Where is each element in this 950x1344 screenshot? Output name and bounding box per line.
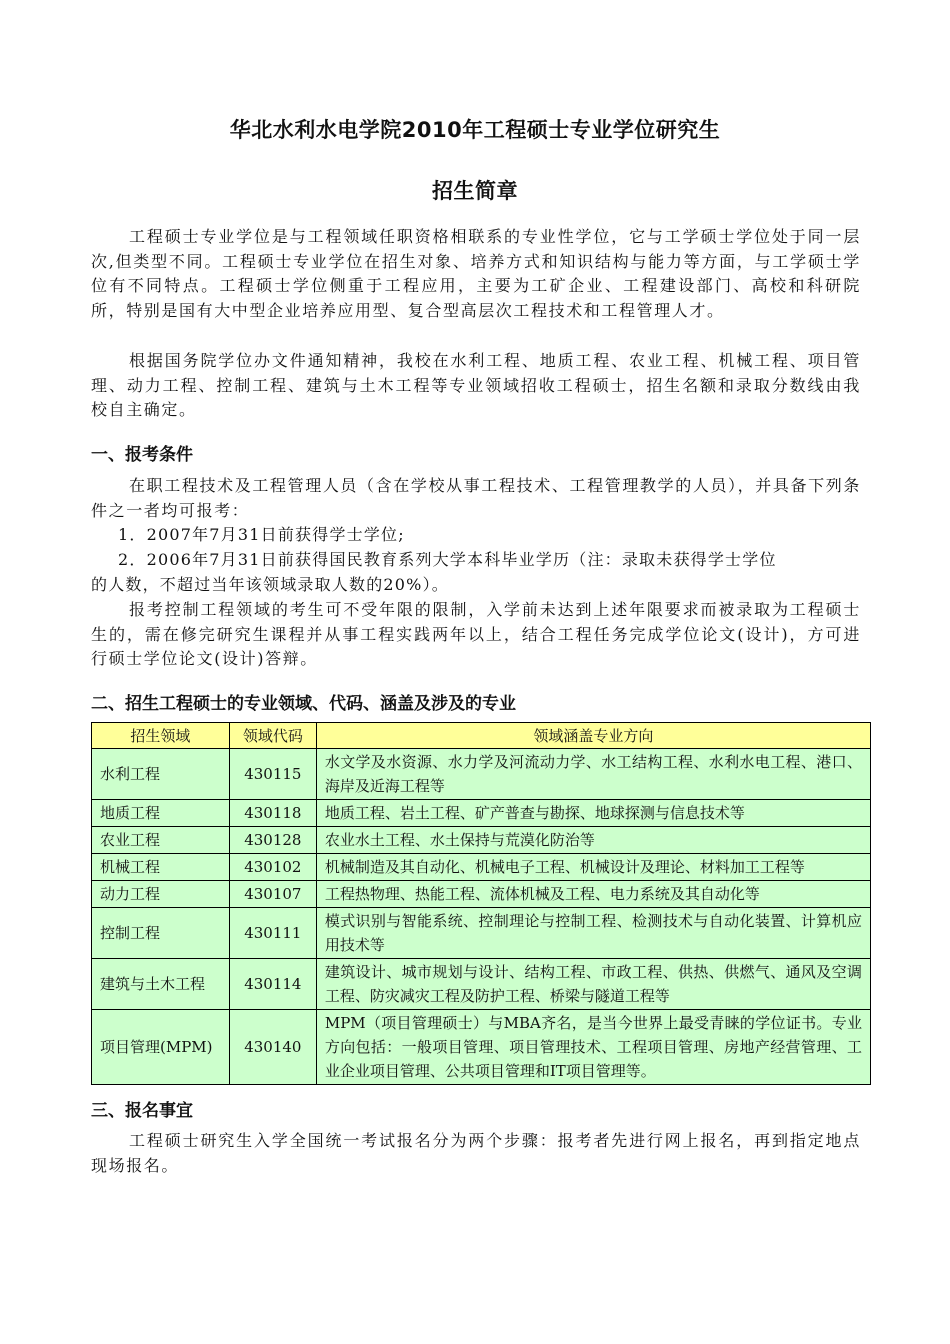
- code-cell: 430115: [229, 749, 316, 800]
- description-cell: 水文学及水资源、水力学及河流动力学、水工结构工程、水利水电工程、港口、海岸及近海工程等: [316, 749, 870, 800]
- table-row: [92, 959, 871, 1010]
- table-row: [92, 1010, 871, 1085]
- section-3-heading: 三、报名事宜: [91, 1101, 193, 1121]
- section-1-paragraph-2: 报考控制工程领域的考生可不受年限的限制，入学前未达到上述年限要求而被录取为工程硕士生的，需在修完研究生课程并从事工程实践两年以上，结合工程任务完成学位论文(设计)，方可进行硕士学位论文(设计)答辩。: [91, 600, 861, 668]
- table-row: [92, 749, 871, 800]
- field-cell: 地质工程: [92, 800, 230, 827]
- document-subtitle: 招生简章: [432, 179, 518, 203]
- header-description: 领域涵盖专业方向: [316, 723, 870, 749]
- table-row: [92, 800, 871, 827]
- condition-item-1: 1．2007年7月31日前获得学士学位;: [118, 525, 405, 544]
- field-cell: 动力工程: [92, 881, 230, 908]
- section-1-paragraph-1: 在职工程技术及工程管理人员（含在学校从事工程技术、工程管理教学的人员），并具备下列条件之一者均可报考：: [91, 476, 861, 520]
- condition-item-2-line-1: 2．2006年7月31日前获得国民教育系列大学本科毕业学历（注：录取未获得学士学位: [118, 550, 777, 569]
- code-cell: 430118: [229, 800, 316, 827]
- fields-table: [91, 722, 871, 1085]
- description-cell: 工程热物理、热能工程、流体机械及工程、电力系统及其自动化等: [316, 881, 870, 908]
- description-cell: 地质工程、岩土工程、矿产普查与勘探、地球探测与信息技术等: [316, 800, 870, 827]
- table-header-row: [92, 723, 871, 749]
- table-row: [92, 908, 871, 959]
- header-field: 招生领域: [92, 723, 230, 749]
- description-cell: 农业水土工程、水土保持与荒漠化防治等: [316, 827, 870, 854]
- field-cell: 水利工程: [92, 749, 230, 800]
- intro-paragraph-2: 根据国务院学位办文件通知精神，我校在水利工程、地质工程、农业工程、机械工程、项目管理、动力工程、控制工程、建筑与土木工程等专业领域招收工程硕士，招生名额和录取分数线由我校自主确定。: [91, 351, 861, 419]
- section-2-heading: 二、招生工程硕士的专业领域、代码、涵盖及涉及的专业: [91, 694, 516, 714]
- code-cell: 430128: [229, 827, 316, 854]
- table-row: [92, 881, 871, 908]
- field-cell: 农业工程: [92, 827, 230, 854]
- code-cell: 430102: [229, 854, 316, 881]
- description-cell: MPM（项目管理硕士）与MBA齐名，是当今世界上最受青睐的学位证书。专业方向包括：一般项目管理、项目管理技术、工程项目管理、房地产经营管理、工业企业项目管理、公共项目管理和IT项目管理等。: [316, 1010, 870, 1085]
- field-cell: 项目管理(MPM): [92, 1010, 230, 1085]
- field-cell: 建筑与土木工程: [92, 959, 230, 1010]
- header-code: 领域代码: [229, 723, 316, 749]
- field-cell: 机械工程: [92, 854, 230, 881]
- section-1-heading: 一、报考条件: [91, 445, 193, 465]
- document-title: 华北水利水电学院2010年工程硕士专业学位研究生: [229, 118, 721, 142]
- code-cell: 430111: [229, 908, 316, 959]
- field-cell: 控制工程: [92, 908, 230, 959]
- table-row: [92, 854, 871, 881]
- code-cell: 430114: [229, 959, 316, 1010]
- code-cell: 430140: [229, 1010, 316, 1085]
- description-cell: 机械制造及其自动化、机械电子工程、机械设计及理论、材料加工工程等: [316, 854, 870, 881]
- description-cell: 模式识别与智能系统、控制理论与控制工程、检测技术与自动化装置、计算机应用技术等: [316, 908, 870, 959]
- section-3-paragraph-1: 工程硕士研究生入学全国统一考试报名分为两个步骤：报考者先进行网上报名，再到指定地点现场报名。: [91, 1131, 861, 1175]
- intro-paragraph-1: 工程硕士专业学位是与工程领域任职资格相联系的专业性学位，它与工学硕士学位处于同一层次,但类型不同。工程硕士专业学位在招生对象、培养方式和知识结构与能力等方面，与工学硕士学位有不同特点。工程硕士学位侧重于工程应用，主要为工矿企业、工程建设部门、高校和科研院所，特别是国有大中型企业培养应用型、复合型高层次工程技术和工程管理人才。: [91, 227, 861, 320]
- description-cell: 建筑设计、城市规划与设计、结构工程、市政工程、供热、供燃气、通风及空调工程、防灾减灾工程及防护工程、桥梁与隧道工程等: [316, 959, 870, 1010]
- table-row: [92, 827, 871, 854]
- code-cell: 430107: [229, 881, 316, 908]
- condition-item-2-line-2: 的人数，不超过当年该领域录取人数的20%）。: [91, 575, 449, 594]
